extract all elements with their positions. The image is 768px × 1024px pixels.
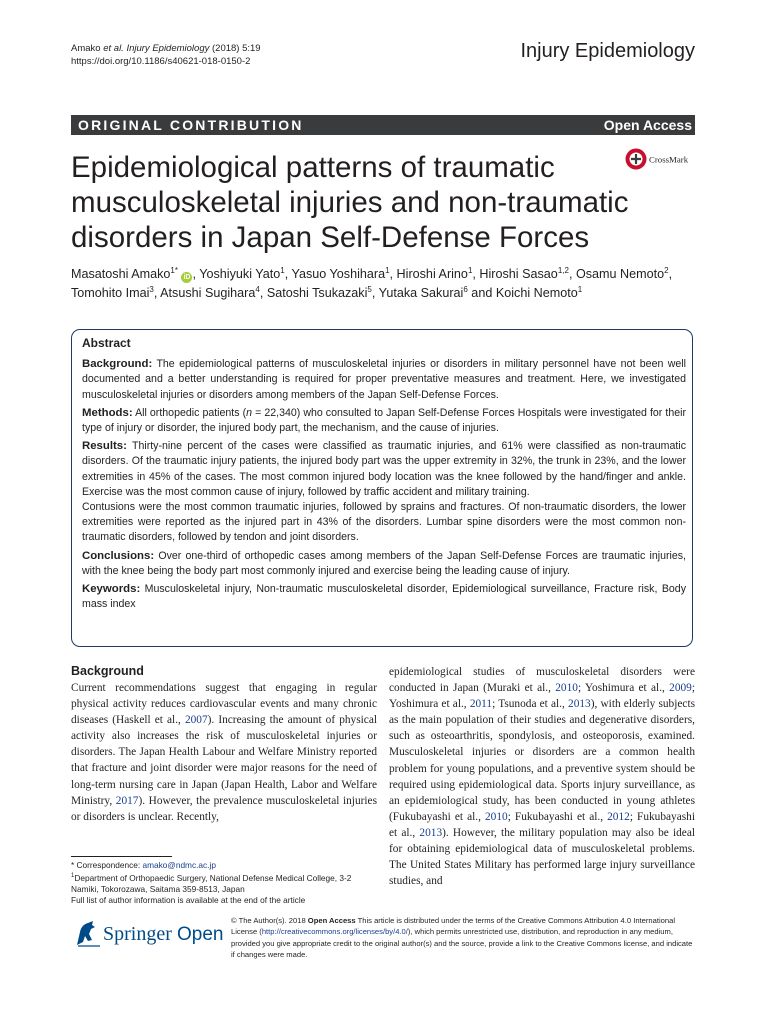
- author-name: [397, 267, 473, 281]
- abstract-heading: Abstract: [82, 336, 131, 350]
- author-name: [199, 267, 284, 281]
- author-text: Hiroshi Sasao: [479, 267, 558, 281]
- section-heading-background: Background: [71, 664, 144, 678]
- citation-link[interactable]: 2009: [669, 682, 692, 695]
- crossmark-label: CrossMark: [649, 154, 689, 165]
- author-affiliation-sup: 2: [664, 265, 669, 275]
- body-column-left: [71, 663, 377, 825]
- author-name: [71, 286, 154, 300]
- citation-link[interactable]: 2010: [485, 810, 508, 823]
- journal-name: Injury Epidemiology: [520, 40, 695, 62]
- author-name: [496, 286, 582, 300]
- crossmark-badge[interactable]: [625, 147, 695, 171]
- author-name: [479, 267, 569, 281]
- crossmark-icon: [625, 147, 695, 171]
- author-name: [576, 267, 669, 281]
- author-text: Koichi Nemoto: [495, 286, 578, 300]
- citation-link[interactable]: 2017: [115, 794, 139, 807]
- author-affiliation-sup: 1: [577, 284, 583, 294]
- open-word: Open: [177, 924, 224, 945]
- footnotes: [71, 860, 371, 907]
- author-text: Masatoshi Amako: [71, 267, 171, 281]
- author-affiliation-sup: 1: [467, 265, 473, 275]
- springer-word: Springer: [103, 923, 172, 945]
- citation-header: [71, 42, 261, 68]
- author-text: Atsushi Sugihara: [160, 286, 256, 300]
- orcid-icon[interactable]: iD: [183, 274, 191, 281]
- author-name: [160, 286, 260, 300]
- author-text: Yutaka Sakurai: [378, 286, 464, 300]
- article-title: Epidemiological patterns of traumatic musculoskeletal injuries and non-traumatic disorders in Japan Self-Defense Forces: [71, 151, 629, 254]
- springer-open-logo: [74, 918, 224, 948]
- citation-link[interactable]: 2013: [419, 826, 443, 839]
- citation-link[interactable]: 2011: [469, 698, 493, 711]
- abstract-results: Results: Thirty-nine percent of the cases were classified as traumatic injuries, and 61% were classified as non-traumatic disorders. Of the traumatic injury patients, the injured body part was the upper extremity in 32%, the trunk in 23%, and the lower extremities in 45% of the cases. The most common injured body location was the knee followed by the hand/finger and ankle. Exercise was the most common cause of injury, followed by traffic accident and military training.: [82, 440, 686, 498]
- author-affiliation-sup: 1: [385, 265, 390, 275]
- author-text: Satoshi Tsukazaki: [266, 286, 368, 300]
- author-affiliation-sup: 1*: [170, 265, 178, 275]
- author-affiliation-sup: 1: [280, 265, 285, 275]
- author-text: Yoshiyuki Yato: [199, 267, 281, 281]
- correspondence: * Correspondence: amako@ndmc.ac.jp: [71, 860, 216, 870]
- citation-link[interactable]: 2007: [184, 714, 208, 727]
- correspondence-email[interactable]: amako@ndmc.ac.jp: [142, 860, 216, 870]
- abstract-content: [82, 336, 686, 615]
- full-list-note: Full list of author information is available at the end of the article: [71, 895, 306, 906]
- author-text: Osamu Nemoto: [575, 267, 665, 281]
- abstract-results-continued: Contusions were the most common traumatic injuries, followed by sprains and fractures. Of non-traumatic disorders, the lower extremities were reported as the injured part in 43% of the disorders. Lumbar spine disorders were the most common non-traumatic disorders, followed by tendon and joint disorders.: [82, 501, 686, 544]
- abstract-background: Background: The epidemiological patterns of musculoskeletal injuries or disorders in military personnel have not been well documented and a better understanding is required for proper preventative measures and treatment. Here, we investigated musculoskeletal injuries or disorders among members of the Japan Self-Defense Forces.: [82, 358, 686, 401]
- author-and: and: [467, 286, 496, 300]
- author-name: [379, 286, 468, 300]
- author-affiliation-sup: 5: [367, 284, 372, 294]
- author-affiliation-sup: 1,2: [557, 265, 569, 275]
- citation-line: Amako et al. Injury Epidemiology (2018) 5:19: [71, 43, 261, 54]
- author-affiliation-sup: 6: [463, 284, 468, 294]
- citation-link[interactable]: 2010: [555, 682, 578, 695]
- citation-link[interactable]: 2013: [568, 698, 591, 711]
- author-text: Yasuo Yoshihara: [291, 267, 386, 281]
- author-text: Hiroshi Arino: [396, 267, 468, 281]
- citation-link[interactable]: 2012: [607, 810, 630, 823]
- article-type-label: ORIGINAL CONTRIBUTION: [78, 117, 304, 133]
- abstract-keywords: Keywords: Musculoskeletal injury, Non-traumatic musculoskeletal disorder, Epidemiological surveillance, Fracture risk, Body mass index: [82, 583, 686, 611]
- doi-link[interactable]: https://doi.org/10.1186/s40621-018-0150-2: [71, 56, 251, 67]
- author-list: Masatoshi Amako$^{1*}$ iD , Yoshiyuki Yato$^1$, Yasuo Yoshihara$^1$, Hiroshi Arino$^1$, Hiroshi Sasao$^{1,2}$, Osamu Nemoto$^2$, Tomohito Imai$^3$, Atsushi Sugihara$^4$, Satoshi Tsukazaki$^5$, Yutaka Sakurai$^6$ and Koichi Nemoto$^1$: [71, 265, 673, 300]
- license-statement: © The Author(s). 2018 Open Access This article is distributed under the terms of the Creative Commons Attribution 4.0 International License (http://creativecommons.org/licenses/by/4.0/), which permits unrestricted use, distribution, and reproduction in any medium, provided you give appropriate credit to the original author(s) and the source, provide a link to the Creative Commons license, and indicate if changes were made.: [231, 916, 693, 959]
- author-affiliation-sup: 3: [149, 284, 154, 294]
- open-access-label: Open Access: [603, 117, 692, 133]
- author-affiliation-sup: 4: [255, 284, 260, 294]
- affiliation: $^1$Department of Orthopaedic Surgery, National Defense Medical College, 3-2 Namiki, Tokorozawa, Saitama 359-8513, Japan: [71, 872, 352, 895]
- footnote-rule: [71, 856, 172, 857]
- abstract-methods: Methods: All orthopedic patients (n = 22,340) who consulted to Japan Self-Defense Forces Hospitals were investigated for their type of injury or disorder, the injured body part, the mechanism, and the cause of injuries.: [82, 406, 686, 435]
- body-paragraph: epidemiological studies of musculoskeletal disorders were conducted in Japan (Muraki et al., 2010; Yoshimura et al., 2009; Yoshimura et al., 2011; Tsunoda et al., 2013), with elderly subjects as the main population of their studies and degenerative disorders, such as osteoarthritis, spondylosis, and osteoporosis, examined. Musculoskeletal injuries or disorders are a common health problem for young populations, and a preventive system should be required using epidemiological data. Sports injury surveillance, as an epidemiological study, has been conducted in young athletes (Fukubayashi et al., 2010; Fukubayashi et al., 2012; Fukubayashi et al., 2013). However, the military population may also be ideal for obtaining epidemiological data of musculoskeletal problems. The United States Military has performed large injury surveillance studies, and: [389, 666, 696, 888]
- springer-horse-icon: [74, 918, 224, 948]
- author-name: [291, 267, 389, 281]
- body-paragraph: Current recommendations suggest that engaging in regular physical activity reduces cardiovascular events and many chronic diseases (Haskell et al., 2007). Increasing the amount of physical activity also increases the risk of musculoskeletal injuries or disorders. The Japan Health Labour and Welfare Ministry reported that fracture and joint disorder were major reasons for the need of long-term nursing care in Japan (Japan Health, Labor and Welfare Ministry, 2017). However, the prevalence musculoskeletal injuries or disorders is unclear. Recently,: [71, 682, 378, 823]
- license-url-link[interactable]: http://creativecommons.org/licenses/by/4.0/: [261, 927, 408, 937]
- author-name: [71, 267, 192, 281]
- abstract-conclusions: Conclusions: Over one-third of orthopedic cases among members of the Japan Self-Defense Forces are traumatic injuries, with the knee being the body part most commonly injured and exercise being the leading cause of injury.: [82, 549, 686, 577]
- author-text: Tomohito Imai: [71, 286, 150, 300]
- body-column-right: [389, 664, 695, 889]
- author-name: [267, 286, 372, 300]
